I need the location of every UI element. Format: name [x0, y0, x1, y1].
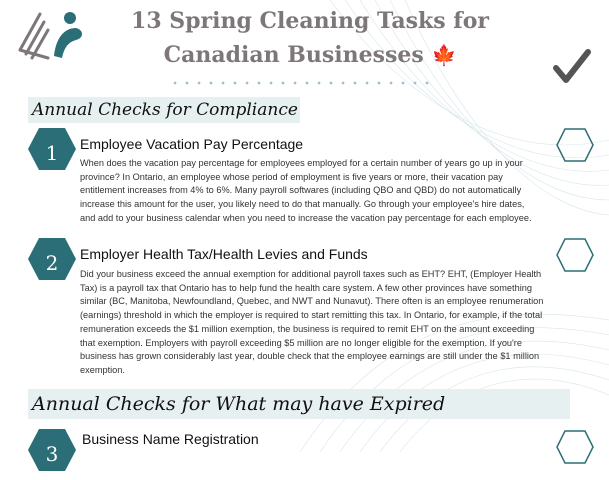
item-number: 2 — [45, 251, 59, 275]
title-line-2 — [120, 38, 500, 72]
item-title-health-tax: Employer Health Tax/Health Levies and Funds — [80, 246, 368, 262]
empty-checkbox-hexagon[interactable] — [556, 430, 594, 464]
item-number: 1 — [45, 141, 59, 165]
title-line-1: 13 Spring Cleaning Tasks for — [131, 8, 489, 34]
company-logo — [14, 4, 92, 62]
empty-checkbox-hexagon[interactable] — [556, 128, 594, 162]
dotted-divider — [170, 80, 440, 86]
item-body-health-tax: Did your business exceed the annual exemption for additional payroll taxes such as EHT? EHT, (Employer Health Tax) is a payroll tax that Ontario has to help fund the health care system. A few other provinces have something similar (BC, Manitoba, Newfoundland, Quebec, and NWT and Nunavut). There often is an employee renumeration (earnings) threshold in which the employer is required to start remitting this tax. In Ontario, for example, if the total remuneration exceeds the $1 million exemption, the business is required to remit EHT on the amount exceeding that exemption. Employers with payroll exceeding $5 million are no longer eligible for the exemption. If you're business has grown considerably last year, double check that the employee earnings are still under the $1 million exemption. — [80, 269, 544, 375]
maple-leaf-icon: 🍁 — [431, 43, 457, 67]
checkmark-icon — [552, 48, 592, 88]
section-heading-compliance: Annual Checks for Compliance — [28, 97, 300, 123]
item-title-vacation-pay: Employee Vacation Pay Percentage — [80, 136, 304, 152]
item-number-badge — [27, 237, 77, 281]
item-number-badge — [27, 428, 77, 472]
page-title — [120, 4, 500, 72]
title-line-2-text: Canadian Businesses — [163, 42, 424, 68]
item-number: 3 — [45, 442, 59, 466]
item-number-badge — [27, 127, 77, 171]
empty-checkbox-hexagon[interactable] — [556, 238, 594, 272]
item-body-vacation-pay: When does the vacation pay percentage for employees employed for a certain number of years go up in your province? In Ontario, an employee whose period of employment is five years or more, their vacation pay entitlement increases from 4% to 6%. Many payroll softwares (including QBO and QBD) do not automatically increase this amount for the user, you likely need to do that manually. Go through your employee's hire dates, and add to your business calendar when you need to increase the vacation pay percentage for each employee. — [80, 158, 532, 223]
item-title-business-name: Business Name Registration — [82, 431, 259, 447]
section-heading-expired: Annual Checks for What may have Expired — [28, 389, 570, 419]
